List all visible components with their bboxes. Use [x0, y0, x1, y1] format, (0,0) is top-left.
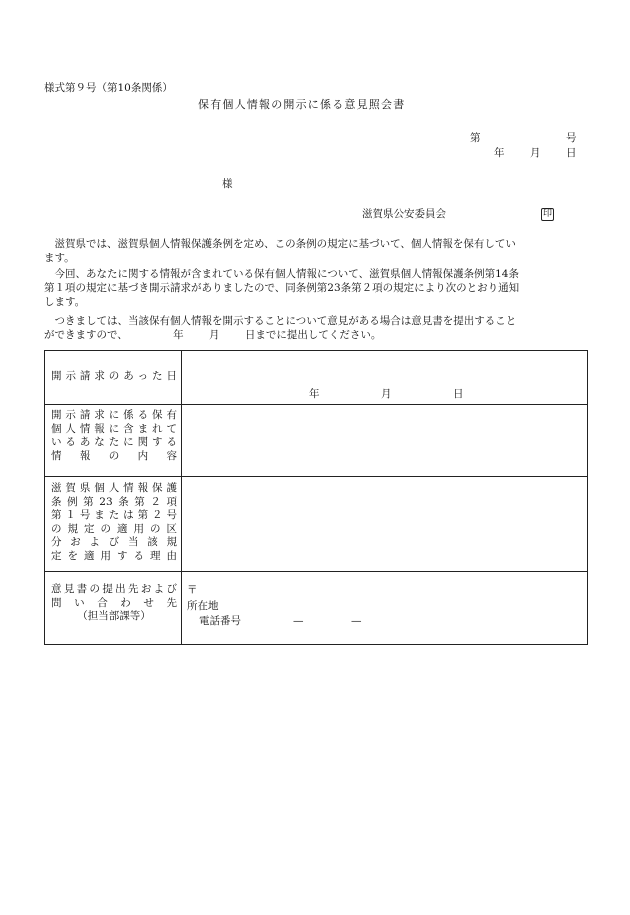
label-line: （担当部課等） [77, 610, 151, 622]
request-date-month: 月 [381, 388, 392, 400]
label-line: の規定の適用の区 [51, 522, 177, 535]
date-year: 年 [494, 147, 505, 159]
paragraph-2-line-2: 第１項の規定に基づき開示請求がありましたので、同条例第23条第２項の規定により次のとおり通知 [44, 282, 520, 294]
document-title: 保有個人情報の開示に係る意見照会書 [198, 98, 406, 111]
phone-dash-2: — [351, 615, 362, 627]
info-table [44, 350, 588, 645]
row-label [51, 409, 177, 463]
form-number: 様式第９号（第10条関係） [44, 82, 173, 94]
deadline-text-a: ができますので、 [44, 329, 128, 341]
row-label [51, 482, 177, 563]
deadline-year: 年 [173, 329, 184, 341]
paragraph-3-line-1: つきましては、当該保有個人情報を開示することについて意見がある場合は意見書を提出すること [44, 315, 517, 327]
label-line: 滋賀県個人情報保護 [51, 482, 177, 494]
paragraph-1 [44, 237, 590, 265]
doc-number-suffix: 号 [566, 132, 577, 144]
doc-number-prefix: 第 [470, 132, 481, 144]
paragraph-1-line-1: 滋賀県では、滋賀県個人情報保護条例を定め、この条例の規定に基づいて、個人情報を保有してい [44, 238, 516, 250]
row-label [51, 370, 177, 384]
label-line: 第１号または第２号 [51, 509, 177, 521]
date-month: 月 [530, 147, 541, 159]
deadline-month: 月 [208, 329, 220, 341]
issuer-name: 滋賀県公安委員会 [362, 208, 446, 220]
label-line: 意見書の提出先および [51, 583, 177, 595]
paragraph-1-line-2: ます。 [44, 252, 75, 264]
paragraph-2-line-1: 今回、あなたに関する情報が含まれている保有個人情報について、滋賀県個人情報保護条例第14条 [44, 268, 519, 280]
label-line: 開示請求に係る保有 [51, 409, 177, 421]
label-line: 条例第23条第２項 [51, 495, 177, 508]
request-date-year: 年 [309, 388, 320, 400]
row-label [51, 583, 177, 624]
label-line: 定を適用する理由 [51, 549, 177, 562]
postal-mark: 〒 [187, 584, 198, 596]
label-line: 開示請求のあった日 [51, 370, 177, 382]
paragraph-2-line-3: します。 [44, 296, 86, 308]
deadline-line [44, 328, 381, 342]
phone-label: 電話番号 [199, 615, 241, 627]
table-row-applicable-provision [45, 476, 587, 572]
label-line: 分および当該規 [51, 536, 177, 548]
phone-dash-1: — [293, 615, 304, 627]
table-row-request-date [45, 351, 587, 404]
paragraph-2 [44, 267, 590, 309]
date-day: 日 [566, 147, 577, 159]
seal-icon: 印 [542, 209, 552, 219]
address-label: 所在地 [187, 600, 219, 612]
table-row-info-content [45, 404, 587, 477]
label-line: 問い合わせ先 [51, 596, 177, 609]
paragraph-3 [44, 314, 590, 328]
label-line: いるあなたに関する [51, 436, 177, 448]
label-line: 情報の内容 [51, 449, 177, 462]
label-line: 個人情報に含まれて [51, 422, 177, 435]
request-date-day: 日 [453, 388, 464, 400]
deadline-rest: 日までに提出してください。 [244, 329, 382, 341]
table-row-contact [45, 571, 587, 645]
addressee-suffix: 様 [222, 178, 233, 190]
